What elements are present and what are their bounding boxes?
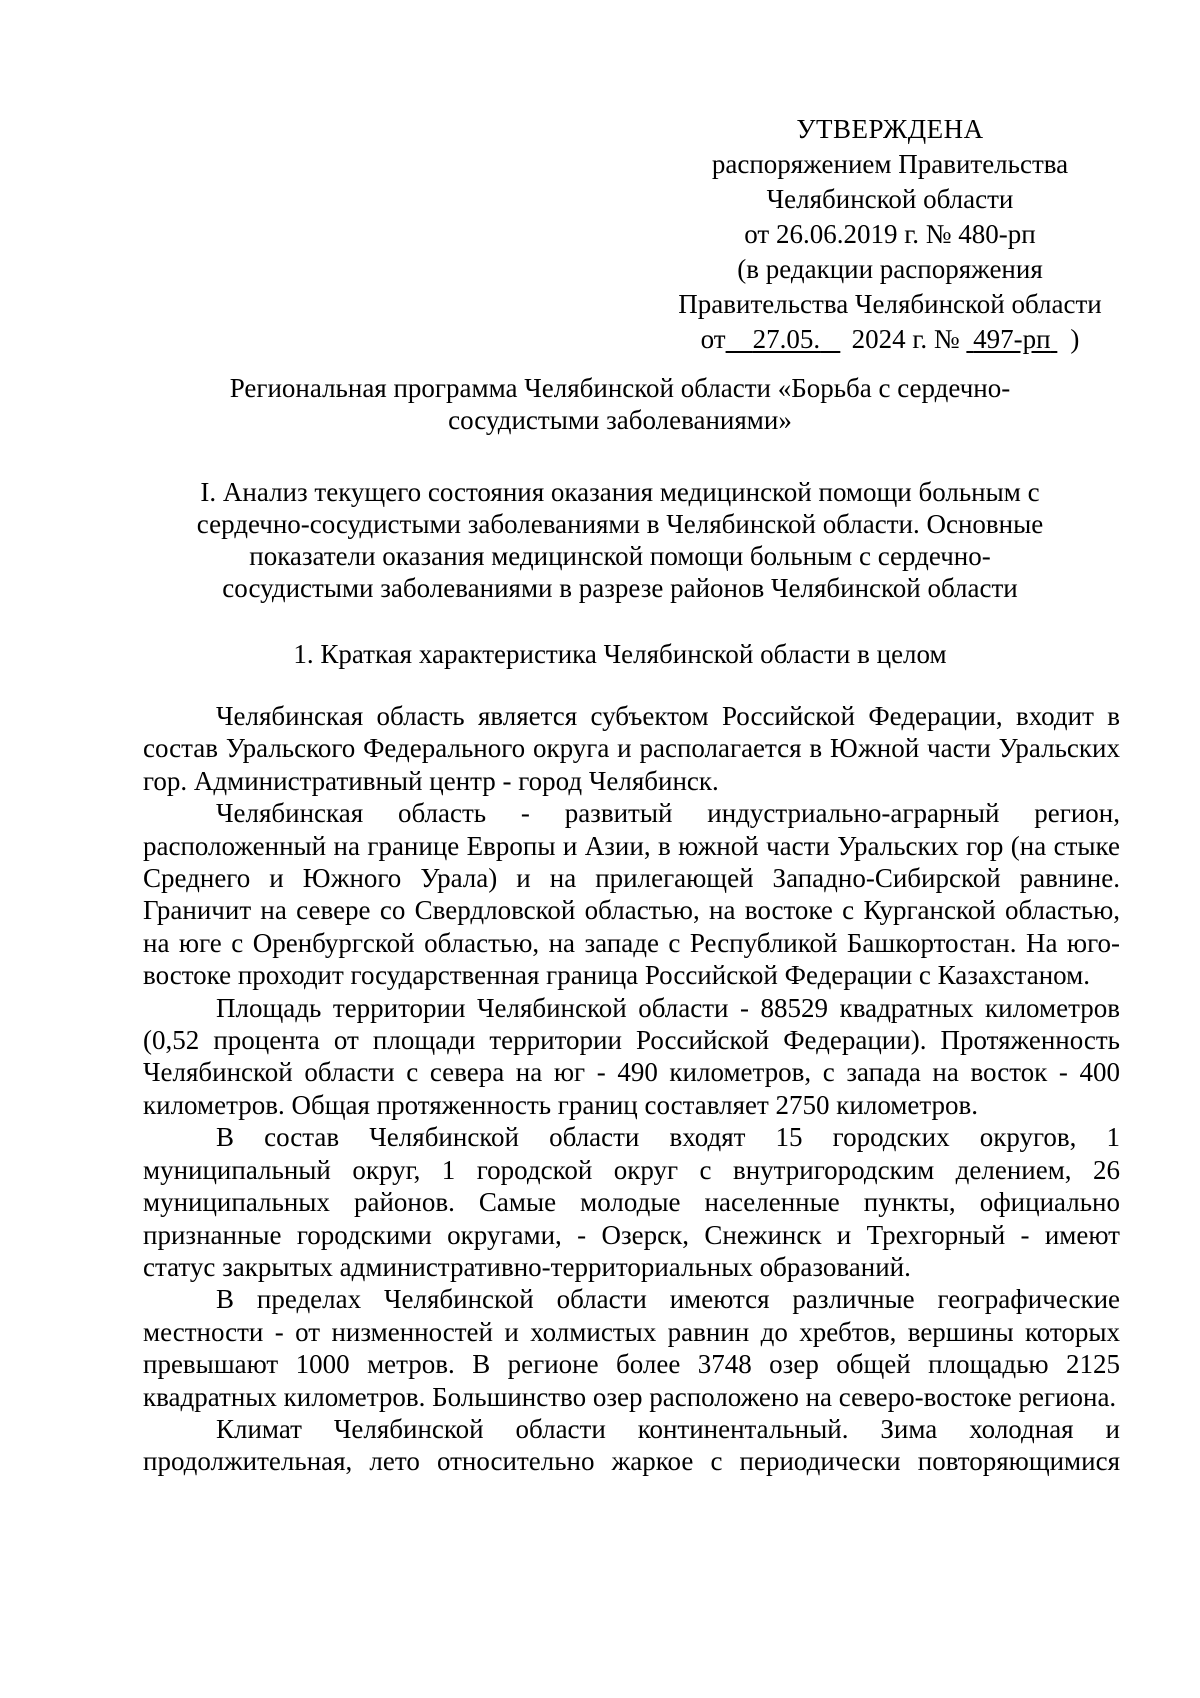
approval-heading: УТВЕРЖДЕНА <box>796 114 984 144</box>
approval-stamp <box>660 112 1120 357</box>
section-title-line: показатели оказания медицинской помощи больным с сердечно- <box>249 541 991 571</box>
approval-line: Челябинской области <box>766 184 1014 214</box>
amendment-date: 27.05. <box>752 324 821 354</box>
paragraph: Площадь территории Челябинской области - 88529 квадратных километров (0,52 процента от площади территории Российской Федерации). Протяженность Челябинской области с севера на юг - 490 километров, с запада на восток - 400 километров. Общая протяженность границ составляет 2750 километров. <box>143 992 1120 1120</box>
section-title-line: сосудистыми заболеваниями в разрезе районов Челябинской области <box>222 573 1018 603</box>
paragraph: Климат Челябинской области континентальный. Зима холодная и продолжительная, лето относительно жаркое с периодически повторяющимися <box>143 1413 1120 1477</box>
paragraph: В пределах Челябинской области имеются различные географические местности - от низменностей и холмистых равнин до хребтов, вершины которых превышают 1000 метров. В регионе более 3748 озер общей площадью 2125 квадратных километров. Большинство озер расположено на северо-востоке региона. <box>143 1284 1120 1412</box>
subsection-title: 1. Краткая характеристика Челябинской области в целом <box>293 639 947 669</box>
approval-line: распоряжением Правительства <box>711 149 1069 179</box>
amendment-prefix: от <box>700 324 726 354</box>
program-title <box>120 372 1120 436</box>
section-title <box>140 476 1100 604</box>
approval-line: от 26.06.2019 г. № 480-рп <box>744 219 1036 249</box>
program-title-line: Региональная программа Челябинской области «Борьба с сердечно- <box>229 373 1011 403</box>
amendment-number: 497-рп <box>973 324 1051 354</box>
approval-line: Правительства Челябинской области <box>678 289 1102 319</box>
paragraph: Челябинская область - развитый индустриально-аграрный регион, расположенный на границе Европы и Азии, в южной части Уральских гор (на стыке Среднего и Южного Урала) и на прилегающей Западно-Сибирской равнине. Граничит на севере со Свердловской областью, на востоке с Курганской областью, на юге с Оренбургской областью, на западе с Республикой Башкортостан. На юго-востоке проходит государственная граница Российской Федерации с Казахстаном. <box>143 798 1120 991</box>
paragraph: Челябинская область является субъектом Российской Федерации, входит в состав Уральского Федерального округа и располагается в Южной части Уральских гор. Административный центр - город Челябинск. <box>143 701 1120 796</box>
section-title-line: сердечно-сосудистыми заболеваниями в Челябинской области. Основные <box>196 509 1044 539</box>
section-title-line: I. Анализ текущего состояния оказания медицинской помощи больным с <box>200 477 1040 507</box>
amendment-line <box>660 322 1120 357</box>
paragraph: В состав Челябинской области входят 15 городских округов, 1 муниципальный округ, 1 городской округ с внутригородским делением, 26 муниципальных районов. Самые молодые населенные пункты, официально признанные городскими округами, - Озерск, Снежинск и Трехгорный - имеют статус закрытых административно-территориальных образований. <box>143 1122 1120 1282</box>
amendment-year: 2024 г. № <box>851 324 960 354</box>
program-title-line: сосудистыми заболеваниями» <box>448 405 792 435</box>
amendment-close: ) <box>1070 324 1080 354</box>
body-text <box>143 700 1120 1478</box>
approval-line: (в редакции распоряжения <box>737 254 1043 284</box>
